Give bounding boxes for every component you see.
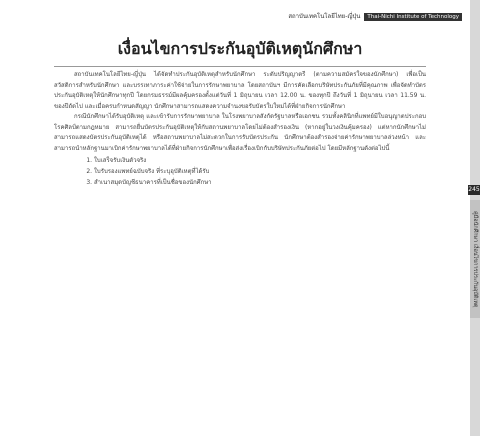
side-section-label: คู่มือนักศึกษา เงื่อนไขการประกันอุบัติเหตุ — [472, 210, 478, 308]
paragraph-claims: กรณีนักศึกษาได้รับอุบัติเหตุ และเข้ารับการรักษาพยาบาล ในโรงพยาบาลสังกัดรัฐบาลหรือเอกชน รวมทั้งคลินิกที่แพทย์มีใบอนุญาตประกอบโรคศิลป์ตามกฎหมาย สามารถยื่นบัตรประกันอุบัติเหตุให้กับสถานพยาบาลโดยไม่ต้องสำรองเงิน (หากอยู่ในวงเงินคุ้มครอง) แต่หากนักศึกษาไม่สามารถแสดงบัตรประกันอุบัติเหตุได้ หรือสถานพยาบาลไม่สะดวกในการรับบัตรประกัน นักศึกษาต้องสำรองจ่ายค่ารักษาพยาบาลล่วงหน้า และสามารถนำหลักฐานมาเบิกค่ารักษาพยาบาลได้ที่ฝ่ายกิจการนักศึกษาเพื่อส่งเรื่องเบิกกับบริษัทประกันภัยต่อไป โดยมีหลักฐานดังต่อไปนี้ — [54, 113, 426, 152]
list-item: 1. ใบเสร็จรับเงินตัวจริง — [94, 155, 426, 166]
page-header — [288, 13, 462, 21]
institution-name-thai: สถาบันเทคโนโลยีไทย-ญี่ปุ่น — [288, 13, 361, 20]
page-number: 245 — [468, 186, 480, 193]
document-body — [54, 70, 426, 188]
title-divider — [54, 66, 426, 67]
paragraph-intro: สถาบันเทคโนโลยีไทย-ญี่ปุ่น ได้จัดทำประกันอุบัติเหตุสำหรับนักศึกษา ระดับปริญญาตรี (ตามความสมัครใจของนักศึกษา) เพื่อเป็นสวัสดิการสำหรับนักศึกษา และบรรเทาภาระค่าใช้จ่ายในการรักษาพยาบาล โดยสถาบันฯ มีการคัดเลือกบริษัทประกันภัยที่มีคุณภาพ เพื่อจัดทำบัตรประกันอุบัติเหตุให้นักศึกษาทุกปี โดยกรมธรรม์มีผลคุ้มครองตั้งแต่วันที่ 1 มิถุนายน เวลา 12.00 น. ของทุกปี ถึงวันที่ 1 มิถุนายน เวลา 11.59 น. ของปีถัดไป และเมื่อครบกำหนดสัญญา นักศึกษาสามารถแสดงความจำนงขอรับบัตรใบใหม่ได้ที่ฝ่ายกิจการนักศึกษา — [54, 71, 426, 110]
institution-name-english: Thai-Nichi Institute of Technology — [364, 13, 462, 21]
evidence-list — [54, 155, 426, 188]
page-title: เงื่อนไขการประกันอุบัติเหตุนักศึกษา — [117, 39, 363, 58]
list-item: 2. ใบรับรองแพทย์ฉบับจริง ที่ระบุอุบัติเหตุที่ได้รับ — [94, 166, 426, 177]
list-item: 3. สำเนาสมุดบัญชีธนาคารที่เป็นชื่อของนักศึกษา — [94, 177, 426, 188]
